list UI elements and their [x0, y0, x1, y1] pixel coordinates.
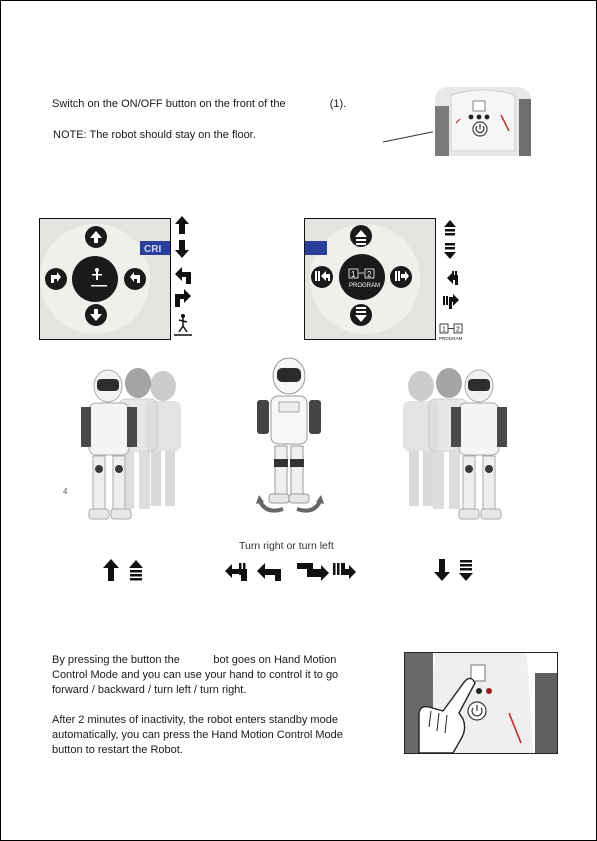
- standby-line-3: button to restart the Robot.: [52, 744, 183, 756]
- floor-note: NOTE: The robot should stay on the floor.: [53, 129, 256, 141]
- hand-motion-paragraph: [52, 653, 392, 698]
- robot-turn-photo: [249, 356, 329, 516]
- remote-program-label: PROGRAM: [349, 283, 381, 289]
- turn-left-icon: [175, 267, 191, 284]
- rotation-arrows-icon: [255, 493, 325, 519]
- svg-text:2: 2: [367, 270, 372, 279]
- hand-press-image: [405, 653, 557, 753]
- hand-press-photo: [404, 652, 558, 754]
- standby-line-2: automatically, you can press the Hand Motion Control Mode: [52, 729, 343, 741]
- turn-right-double-icon: [443, 294, 459, 309]
- robot-mark-4: 4: [63, 487, 68, 496]
- arrow-down-icon: [175, 240, 189, 258]
- turn-left-arrow-icon: [257, 563, 281, 581]
- movement-arrows-row: [101, 557, 481, 583]
- remote-right-image: [305, 219, 435, 339]
- svg-text:2: 2: [456, 326, 460, 334]
- hand-motion-line-3: forward / backward / turn left / turn right.: [52, 684, 247, 696]
- hand-motion-line-2: Control Mode and you can use your hand to control it to go: [52, 669, 339, 681]
- remote-photo-right: [304, 218, 436, 340]
- standby-line-1: After 2 minutes of inactivity, the robot enters standby mode: [52, 714, 338, 726]
- forward-arrow-icon: [103, 559, 119, 581]
- svg-text:CRI: CRI: [144, 244, 162, 255]
- backward-arrow-icon: [434, 559, 450, 581]
- turn-right-double-arrow-icon: [333, 563, 356, 579]
- power-instruction: [52, 97, 346, 112]
- robot-chest-image: [433, 81, 533, 156]
- forward-double-arrow-icon: [129, 560, 143, 581]
- remote-left-legend: [171, 214, 195, 339]
- robot-forward-photo: [63, 361, 203, 529]
- turn-caption: Turn right or turn left: [239, 540, 334, 552]
- arrow-up-icon: [175, 216, 189, 234]
- remote-photo-left: [39, 218, 171, 340]
- power-instruction-text: Switch on the ON/OFF button on the front of the: [52, 98, 286, 110]
- arrow-down-double-icon: [444, 243, 456, 259]
- program-icon: [439, 324, 463, 341]
- dance-icon: [174, 314, 192, 335]
- turn-left-double-arrow-icon: [225, 563, 247, 581]
- program-icon-label: PROGRAM: [439, 336, 463, 341]
- arrow-up-double-icon: [444, 220, 456, 236]
- robot-chest-photo: [433, 81, 533, 156]
- robot-backward-photo: [381, 361, 521, 529]
- turn-right-arrow-icon: [297, 563, 329, 581]
- svg-text:1: 1: [442, 326, 446, 334]
- remote-right-legend: [438, 217, 468, 343]
- hand-motion-line-1: By pressing the button the bot goes on Hand Motion: [52, 654, 337, 666]
- svg-text:1: 1: [351, 270, 356, 279]
- backward-double-arrow-icon: [459, 560, 473, 581]
- power-instruction-ref: (1).: [329, 98, 347, 110]
- standby-paragraph: [52, 713, 392, 758]
- turn-right-icon: [175, 289, 191, 307]
- leader-line: [381, 121, 441, 146]
- remote-left-image: [40, 219, 170, 339]
- turn-left-double-icon: [447, 271, 458, 285]
